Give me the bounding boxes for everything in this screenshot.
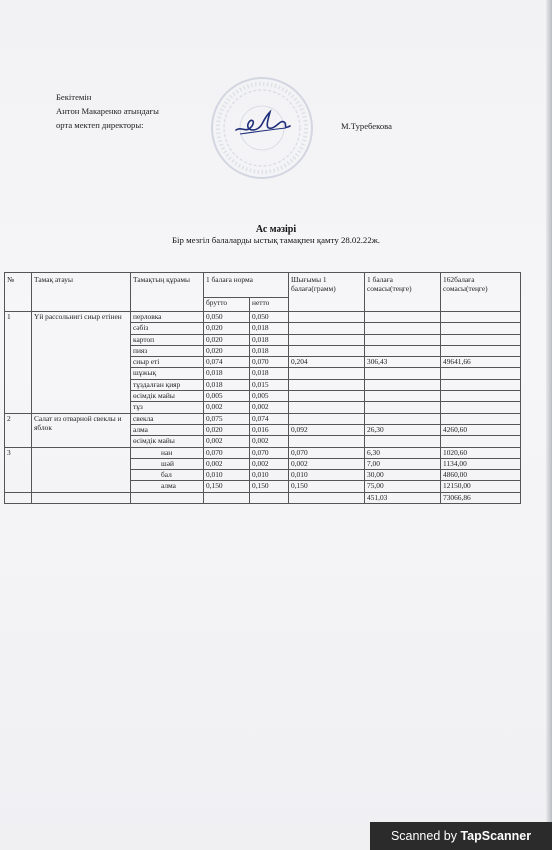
cost-162-children [441, 345, 521, 356]
ingredient-name: пияз [131, 345, 204, 356]
header-dish: Тамақ атауы [32, 273, 131, 312]
table-header-row [5, 273, 521, 298]
dish-name [32, 447, 131, 492]
cost-per-child [365, 436, 441, 447]
netto-value: 0,018 [250, 334, 289, 345]
empty-cell [131, 492, 204, 503]
brutto-value: 0,005 [204, 391, 250, 402]
brutto-value: 0,020 [204, 323, 250, 334]
netto-value: 0,010 [250, 470, 289, 481]
director-name: М.Туребекова [341, 121, 392, 131]
header-netto: нетто [250, 298, 289, 312]
approve-line-2: Антон Макаренко атындағы [56, 106, 159, 116]
row-number: 2 [5, 413, 32, 447]
ingredient-name: алма [131, 481, 204, 492]
table-row [5, 447, 521, 458]
netto-value: 0,002 [250, 436, 289, 447]
yield-value: 0,070 [289, 447, 365, 458]
cost-162-children: 1020,60 [441, 447, 521, 458]
ingredient-name: бал [131, 470, 204, 481]
cost-162-children [441, 413, 521, 424]
header-norm: 1 балаға норма [204, 273, 289, 298]
ingredient-name: перловка [131, 312, 204, 323]
brutto-value: 0,018 [204, 379, 250, 390]
ingredient-name: шұжық [131, 368, 204, 379]
cost-per-child [365, 379, 441, 390]
brutto-value: 0,002 [204, 436, 250, 447]
cost-per-child: 26,30 [365, 424, 441, 435]
cost-162-children [441, 312, 521, 323]
netto-value: 0,018 [250, 323, 289, 334]
cost-per-child: 7,00 [365, 458, 441, 469]
cost-162-children: 49641,66 [441, 357, 521, 368]
header-num: № [5, 273, 32, 312]
ingredient-name: тұз [131, 402, 204, 413]
netto-value: 0,002 [250, 458, 289, 469]
cost-per-child: 30,00 [365, 470, 441, 481]
brutto-value: 0,020 [204, 345, 250, 356]
ingredient-name: картоп [131, 334, 204, 345]
brutto-value: 0,074 [204, 357, 250, 368]
dish-name: Үй рассольнигі сиыр етінен [32, 312, 131, 414]
cost-per-child [365, 413, 441, 424]
table-row [5, 312, 521, 323]
ingredient-name: сиыр еті [131, 357, 204, 368]
cost-162-children [441, 368, 521, 379]
brutto-value: 0,150 [204, 481, 250, 492]
ingredient-name: нан [131, 447, 204, 458]
netto-value: 0,050 [250, 312, 289, 323]
netto-value: 0,070 [250, 357, 289, 368]
header-cost162: 162балаға сомасы(теңге) [441, 273, 521, 312]
empty-cell [32, 492, 131, 503]
row-number: 3 [5, 447, 32, 492]
brutto-value: 0,050 [204, 312, 250, 323]
netto-value: 0,070 [250, 447, 289, 458]
approve-line-1: Бекітемін [56, 92, 92, 102]
yield-value [289, 323, 365, 334]
netto-value: 0,002 [250, 402, 289, 413]
netto-value: 0,018 [250, 345, 289, 356]
cost-per-child [365, 334, 441, 345]
director-signature [232, 108, 296, 140]
cost-162-children [441, 391, 521, 402]
brutto-value: 0,075 [204, 413, 250, 424]
cost-162-children: 4260,60 [441, 424, 521, 435]
yield-value: 0,204 [289, 357, 365, 368]
brutto-value: 0,020 [204, 424, 250, 435]
netto-value: 0,018 [250, 368, 289, 379]
brutto-value: 0,002 [204, 402, 250, 413]
header-cost1: 1 балаға сомасы(теңге) [365, 273, 441, 312]
yield-value: 0,002 [289, 458, 365, 469]
cost-162-children: 1134,00 [441, 458, 521, 469]
cost-per-child [365, 323, 441, 334]
yield-value [289, 391, 365, 402]
yield-value: 0,092 [289, 424, 365, 435]
cost-162-children [441, 379, 521, 390]
cost-per-child [365, 312, 441, 323]
totals-row [5, 492, 521, 503]
empty-cell [250, 492, 289, 503]
yield-value [289, 345, 365, 356]
ingredient-name: алма [131, 424, 204, 435]
yield-value [289, 368, 365, 379]
yield-value [289, 436, 365, 447]
netto-value: 0,074 [250, 413, 289, 424]
cost-per-child: 306,43 [365, 357, 441, 368]
ingredient-name: өсімдік майы [131, 391, 204, 402]
watermark-prefix: Scanned by [390, 829, 461, 843]
ingredient-name: сәбіз [131, 323, 204, 334]
cost-162-children: 4860,00 [441, 470, 521, 481]
menu-subtitle: Бір мезгіл балаларды ыстық тамақпен қамту 28.02.22ж. [171, 235, 381, 245]
menu-table [4, 272, 521, 504]
yield-value [289, 312, 365, 323]
ingredient-name: свекла [131, 413, 204, 424]
scanner-watermark [370, 822, 552, 850]
header-composition: Тамақтың құрамы [131, 273, 204, 312]
ingredient-name: шәй [131, 458, 204, 469]
cost-per-child [365, 402, 441, 413]
cost-162-children [441, 436, 521, 447]
dish-name: Салат из отварной свеклы и яблок [32, 413, 131, 447]
yield-value: 0,150 [289, 481, 365, 492]
netto-value: 0,005 [250, 391, 289, 402]
total-cost-162-children: 73066,86 [441, 492, 521, 503]
brutto-value: 0,070 [204, 447, 250, 458]
cost-per-child [365, 345, 441, 356]
cost-per-child [365, 391, 441, 402]
brutto-value: 0,002 [204, 458, 250, 469]
yield-value [289, 334, 365, 345]
cost-per-child: 75,00 [365, 481, 441, 492]
table-row [5, 413, 521, 424]
brutto-value: 0,020 [204, 334, 250, 345]
cost-162-children [441, 402, 521, 413]
cost-162-children [441, 323, 521, 334]
brutto-value: 0,018 [204, 368, 250, 379]
menu-title: Ас мәзірі [255, 224, 297, 235]
watermark-brand: TapScanner [460, 829, 532, 843]
netto-value: 0,016 [250, 424, 289, 435]
total-cost-per-child: 451,03 [365, 492, 441, 503]
page-edge [546, 0, 552, 850]
header-yield: Шығымы 1 балаға(грамм) [289, 273, 365, 312]
ingredient-name: өсімдік майы [131, 436, 204, 447]
empty-cell [5, 492, 32, 503]
cost-162-children [441, 334, 521, 345]
yield-value [289, 402, 365, 413]
yield-value [289, 379, 365, 390]
brutto-value: 0,010 [204, 470, 250, 481]
netto-value: 0,150 [250, 481, 289, 492]
approve-line-3: орта мектеп директоры: [56, 120, 144, 130]
cost-162-children: 12150,00 [441, 481, 521, 492]
empty-cell [289, 492, 365, 503]
cost-per-child [365, 368, 441, 379]
row-number: 1 [5, 312, 32, 414]
cost-per-child: 6,30 [365, 447, 441, 458]
netto-value: 0,015 [250, 379, 289, 390]
header-brutto: брутто [204, 298, 250, 312]
empty-cell [204, 492, 250, 503]
ingredient-name: тұздалған қияр [131, 379, 204, 390]
yield-value: 0,010 [289, 470, 365, 481]
yield-value [289, 413, 365, 424]
